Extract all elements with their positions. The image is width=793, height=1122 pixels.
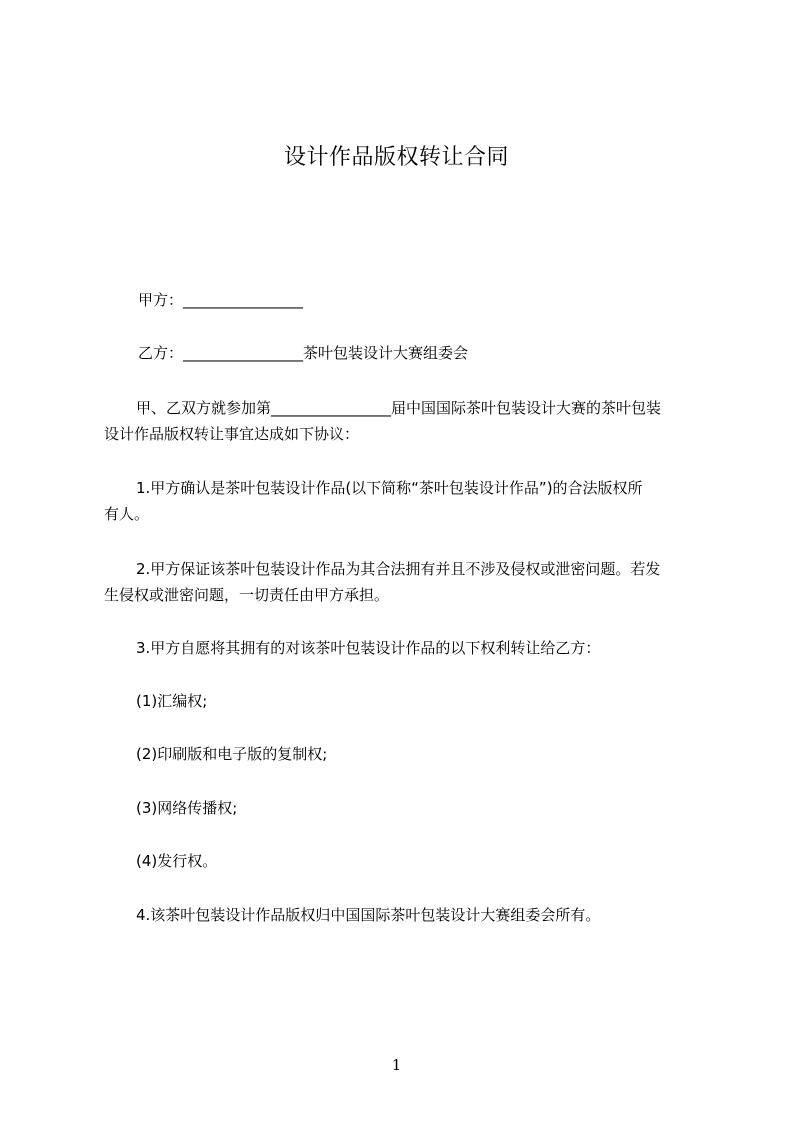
right-1: (1)汇编权; <box>136 692 208 710</box>
clause-4: 4.该茶叶包装设计作品版权归中国国际茶叶包装设计大赛组委会所有。 <box>136 906 601 924</box>
clause-2-line-1: 2.甲方保证该茶叶包装设计作品为其合法拥有并且不涉及侵权或泄密问题。若发 <box>136 560 661 578</box>
clause-2-line-2: 生侵权或泄密问题，一切责任由甲方承担。 <box>104 586 390 604</box>
intro-line-1: 甲、乙双方就参加第________________届中国国际茶叶包装设计大赛的茶叶包装 <box>136 399 662 417</box>
party-b-line: 乙方：________________茶叶包装设计大赛组委会 <box>138 344 469 362</box>
document-title: 设计作品版权转让合同 <box>283 145 509 170</box>
intro-line-2: 设计作品版权转让事宜达成如下协议： <box>104 425 360 443</box>
party-a-line: 甲方：________________ <box>138 291 304 309</box>
right-3: (3)网络传播权; <box>136 799 238 817</box>
clause-3: 3.甲方自愿将其拥有的对该茶叶包装设计作品的以下权利转让给乙方： <box>136 639 601 657</box>
page-number: 1 <box>391 1056 402 1074</box>
clause-1-line-2: 有人。 <box>104 505 150 523</box>
right-4: (4)发行权。 <box>136 852 218 870</box>
right-2: (2)印刷版和电子版的复制权; <box>136 745 328 763</box>
clause-1-line-1: 1.甲方确认是茶叶包装设计作品(以下简称“茶叶包装设计作品”)的合法版权所 <box>136 479 643 497</box>
